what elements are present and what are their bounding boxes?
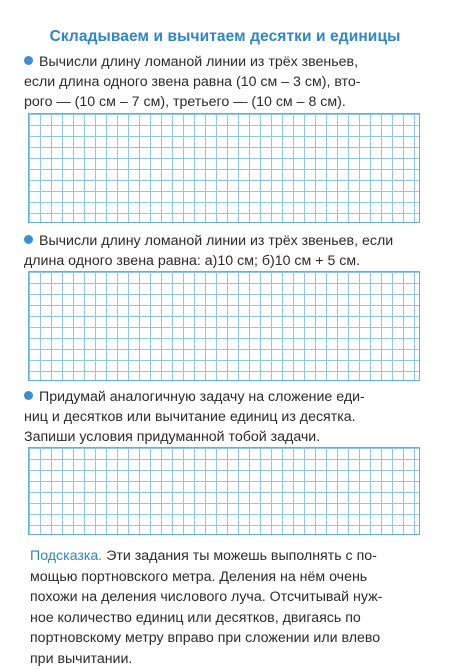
hint-line-5: портновскому метру вправо при сложении или влево — [30, 628, 430, 649]
bullet-icon — [24, 56, 33, 65]
task-3-line-2: ниц и десятков или вычитание единиц из десятка. — [24, 407, 424, 427]
hint-line-6: при вычитании. — [30, 649, 430, 669]
bullet-icon — [24, 235, 33, 244]
task-2-line-1: Вычисли длину ломаной линии из трёх звеньев, если — [39, 233, 393, 249]
task-1-line-2: если длина одного звена равна (10 см – 3 см), вто- — [24, 72, 424, 92]
task-2-line-2: длина одного звена равна: а)10 см; б)10 см + 5 см. — [24, 251, 424, 271]
task-1-line-3: рого — (10 см – 7 см), третьего — (10 см – 8 см). — [24, 92, 424, 112]
answer-grid-3[interactable] — [28, 447, 420, 535]
task-3 — [24, 387, 424, 447]
hint-line-2: мощью портновского метра. Деления на нём очень — [30, 567, 430, 588]
bullet-icon — [24, 391, 33, 400]
answer-grid-1[interactable] — [28, 113, 420, 223]
task-1 — [24, 52, 424, 112]
task-1-line-1: Вычисли длину ломаной линии из трёх звеньев, — [39, 54, 358, 70]
hint-line-3: похожи на деления числового луча. Отсчитывай нуж- — [30, 587, 430, 608]
answer-grid-2[interactable] — [28, 271, 420, 381]
hint-line-4: ное количество единиц или десятков, двигаясь по — [30, 608, 430, 629]
task-3-line-3: Запиши условия придуманной тобой задачи. — [24, 427, 424, 447]
hint-block — [30, 546, 430, 669]
hint-line-1: Эти задания ты можешь выполнять с по- — [102, 548, 377, 564]
hint-label: Подсказка. — [30, 548, 102, 564]
task-3-line-1: Придумай аналогичную задачу на сложение еди- — [39, 389, 365, 405]
page-title: Складываем и вычитаем десятки и единицы — [0, 28, 450, 46]
task-2 — [24, 231, 424, 271]
